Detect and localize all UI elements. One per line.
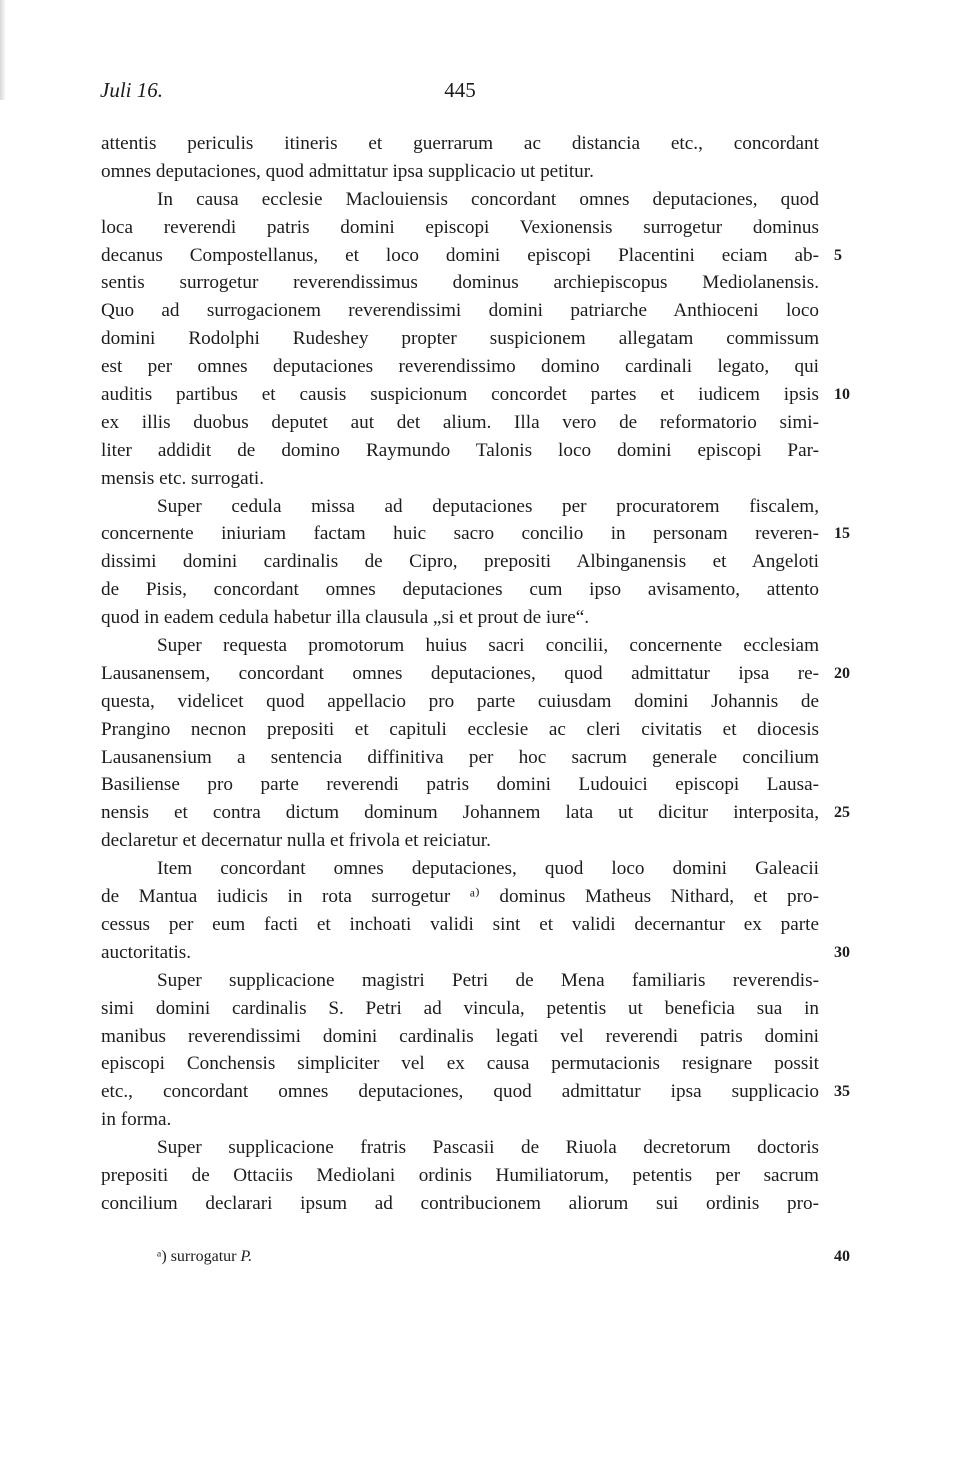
text-line (101, 381, 850, 409)
text-line (101, 214, 819, 242)
footnote (157, 1246, 252, 1268)
text-line-content: nensis et contra dictum dominum Johannem lata ut dicitur interposita, (101, 802, 819, 824)
text-line (101, 576, 819, 604)
text-line-content: liter addidit de domino Raymundo Talonis loco domini episcopi Par- (101, 439, 819, 461)
text-line-content: manibus reverendissimi domini cardinalis legati vel reverendi patris domini (101, 1025, 819, 1047)
text-line (101, 353, 819, 381)
text-line (101, 409, 819, 437)
text-line (101, 242, 842, 270)
text-line (101, 716, 819, 744)
text-line (101, 465, 819, 493)
text-line-content: omnes deputaciones, quod admittatur ipsa supplicacio ut petitur. (101, 160, 594, 182)
text-line (101, 688, 819, 716)
line-number: 20 (834, 664, 850, 682)
text-line-content: de Pisis, concordant omnes deputaciones cum ipso avisamento, attento (101, 579, 819, 601)
text-line (101, 130, 819, 158)
line-number: 5 (834, 246, 842, 264)
text-line (101, 493, 819, 521)
running-head (100, 78, 820, 108)
text-line (101, 995, 819, 1023)
line-number: 15 (834, 525, 850, 543)
text-line (101, 437, 819, 465)
text-line-content: cessus per eum facti et inchoati validi sint et validi decernantur ex parte (101, 913, 819, 935)
footnote-text: surrogatur (170, 1248, 237, 1265)
text-line (101, 967, 819, 995)
text-line-content: Lausanensem, concordant omnes deputaciones, quod admittatur ipsa re- (101, 662, 819, 684)
text-line (101, 827, 819, 855)
text-line (101, 297, 819, 325)
text-line (101, 1023, 819, 1051)
text-line-content: loca reverendi patris domini episcopi Vexionensis surrogetur dominus (101, 216, 819, 238)
header-date: Juli 16. (100, 78, 163, 102)
text-line (101, 325, 819, 353)
footnote-siglum: P. (240, 1248, 253, 1265)
text-line (101, 186, 819, 214)
text-line-content: concernente iniuriam factam huic sacro concilio in personam reveren- (101, 523, 819, 545)
text-line (101, 744, 819, 772)
text-line-content: Item concordant omnes deputaciones, quod loco domini Galeacii (157, 858, 819, 880)
text-line-content: quod in eadem cedula habetur illa clausula „si et prout de iure“. (101, 607, 590, 629)
line-number: 10 (834, 386, 850, 404)
text-line-content: Prangino necnon prepositi et capituli ecclesie ac cleri civitatis et diocesis (101, 718, 819, 740)
text-line-content: mensis etc. surrogati. (101, 467, 265, 489)
page-number: 445 (444, 78, 476, 102)
line-number: 25 (834, 804, 850, 822)
body-text (101, 130, 850, 1218)
text-line-content: Super requesta promotorum huius sacri concilii, concernente ecclesiam (157, 635, 819, 657)
text-line-content: domini Rodolphi Rudeshey propter suspicionem allegatam commissum (101, 328, 819, 350)
text-line-content: de Mantua iudicis in rota surrogetur ᵃ⁾ dominus Matheus Nithard, et pro- (101, 886, 819, 908)
text-line-content: ex illis duobus deputet aut det alium. Illa vero de reformatorio simi- (101, 411, 819, 433)
text-line (101, 660, 850, 688)
text-line-content: Super supplicacione magistri Petri de Mena familiaris reverendis- (157, 969, 819, 991)
text-line (101, 1134, 819, 1162)
text-line (101, 939, 850, 967)
text-line (101, 269, 819, 297)
text-line-content: Quo ad surrogacionem reverendissimi domini patriarche Anthioceni loco (101, 300, 819, 322)
text-line (101, 855, 819, 883)
text-line-content: auctoritatis. (101, 941, 192, 963)
text-line-content: Super cedula missa ad deputaciones per procuratorem fiscalem, (157, 495, 819, 517)
text-line (101, 158, 819, 186)
text-line-content: prepositi de Ottaciis Mediolani ordinis Humiliatorum, petentis per sacrum (101, 1164, 819, 1186)
text-line (101, 799, 850, 827)
text-line-content: in forma. (101, 1109, 172, 1131)
text-line-content: auditis partibus et causis suspicionum concordet partes et iudicem ipsis (101, 384, 819, 406)
line-number: 30 (834, 943, 850, 961)
text-line-content: sentis surrogetur reverendissimus dominus archiepiscopus Mediolanensis. (101, 272, 819, 294)
text-line-content: questa, videlicet quod appellacio pro parte cuiusdam domini Johannis de (101, 690, 819, 712)
text-line-content: declaretur et decernatur nulla et frivola et reiciatur. (101, 830, 491, 852)
text-line (101, 771, 819, 799)
text-line (101, 911, 819, 939)
text-line-content: attentis periculis itineris et guerrarum ac distancia etc., concordant (101, 133, 819, 154)
text-line-content: episcopi Conchensis simpliciter vel ex causa permutacionis resignare possit (101, 1053, 819, 1075)
text-line (101, 1050, 819, 1078)
text-line-content: Lausanensium a sentencia diffinitiva per hoc sacrum generale concilium (101, 746, 819, 768)
text-line-content: dissimi domini cardinalis de Cipro, prepositi Albinganensis et Angeloti (101, 551, 819, 573)
text-line-content: simi domini cardinalis S. Petri ad vincula, petentis ut beneficia sua in (101, 997, 819, 1019)
text-line (101, 604, 819, 632)
text-line (101, 1106, 819, 1134)
text-line-content: Basiliense pro parte reverendi patris domini Ludouici episcopi Lausa- (101, 774, 819, 796)
text-line (101, 632, 819, 660)
line-number: 35 (834, 1083, 850, 1101)
text-line (101, 1162, 819, 1190)
footnote-line-number: 40 (834, 1248, 850, 1265)
footnote-marker: ᵃ) (157, 1248, 167, 1265)
text-line-content: In causa ecclesie Maclouiensis concordant omnes deputaciones, quod (157, 188, 819, 210)
text-line-content: decanus Compostellanus, et loco domini episcopi Placentini eciam ab- (101, 244, 819, 266)
text-line (101, 1078, 850, 1106)
text-line (101, 520, 850, 548)
text-line-content: est per omnes deputaciones reverendissimo domino cardinali legato, qui (101, 356, 819, 378)
text-line (101, 883, 819, 911)
text-line-content: etc., concordant omnes deputaciones, quod admittatur ipsa supplicacio (101, 1081, 819, 1103)
text-line (101, 1190, 819, 1218)
scan-edge-shadow (0, 0, 6, 100)
text-line-content: Super supplicacione fratris Pascasii de Riuola decretorum doctoris (157, 1137, 819, 1159)
text-line-content: concilium declarari ipsum ad contribucionem aliorum sui ordinis pro- (101, 1192, 819, 1214)
text-line (101, 548, 819, 576)
